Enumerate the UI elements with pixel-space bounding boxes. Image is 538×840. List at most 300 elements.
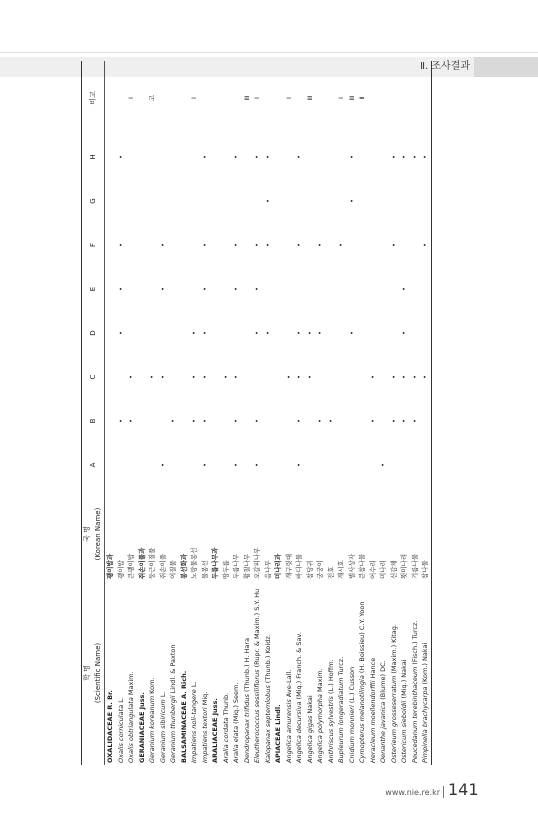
table-row — [315, 61, 326, 765]
scientific-name-cell — [179, 581, 190, 765]
occurrence-mark — [357, 443, 368, 487]
occurrence-mark: • — [400, 155, 408, 159]
author-citation: (Thunb.) Koidz. — [263, 634, 272, 684]
occurrence-mark: • — [263, 155, 272, 159]
occurrence-mark: • — [232, 243, 240, 247]
table-row — [221, 61, 232, 765]
occurrence-mark — [273, 267, 284, 311]
occurrence-mark: • — [420, 355, 431, 399]
occurrence-mark — [284, 399, 295, 443]
scientific-name: Anthriscus sylvestris — [326, 696, 335, 763]
occurrence-mark: • — [158, 375, 167, 379]
occurrence-mark — [336, 135, 347, 179]
occurrence-mark — [347, 355, 358, 399]
occurrence-mark: • — [295, 463, 303, 467]
header-col-f: F — [82, 223, 105, 267]
scientific-name-cell — [105, 581, 116, 765]
scientific-name-cell — [305, 581, 316, 765]
korean-name: 묏미나리 — [400, 553, 408, 579]
occurrence-mark — [179, 443, 190, 487]
occurrence-mark: • — [305, 331, 314, 335]
occurrence-mark — [378, 179, 389, 223]
occurrence-mark: • — [200, 243, 209, 247]
occurrence-mark — [242, 135, 253, 179]
occurrence-mark — [168, 135, 179, 179]
occurrence-mark: • — [368, 419, 377, 423]
occurrence-mark — [252, 179, 263, 223]
occurrence-mark — [242, 179, 253, 223]
scientific-name: Angelica decursiva — [295, 701, 303, 763]
note-cell — [137, 61, 148, 135]
korean-name: 어수리 — [368, 560, 377, 579]
occurrence-mark — [189, 267, 200, 311]
scientific-name: Impatiens noli-tangere — [190, 689, 198, 763]
occurrence-mark: • — [410, 419, 419, 423]
table-row — [368, 61, 379, 765]
scientific-name-cell — [357, 581, 368, 765]
scientific-name: Aralia elata — [232, 725, 240, 763]
table-row — [410, 61, 421, 765]
occurrence-mark — [326, 223, 337, 267]
occurrence-mark — [273, 135, 284, 179]
scientific-name: Bupleurum longeradiatum — [337, 677, 345, 763]
note-cell: Ⅲ — [242, 95, 251, 101]
occurrence-mark — [305, 443, 316, 487]
occurrence-mark: • — [158, 243, 167, 247]
occurrence-mark: • — [116, 155, 125, 159]
note-cell — [294, 61, 305, 135]
scientific-name-cell — [389, 581, 400, 765]
author-citation: (Kom.) Nakai — [421, 642, 429, 685]
occurrence-mark — [189, 135, 200, 179]
occurrence-mark: • — [116, 331, 125, 335]
occurrence-mark — [273, 223, 284, 267]
occurrence-mark — [189, 443, 200, 487]
occurrence-mark: • — [400, 419, 408, 423]
occurrence-mark — [137, 399, 148, 443]
author-citation: (H. Boissieu) C.Y. Yoon — [358, 601, 366, 674]
occurrence-mark: • — [190, 331, 198, 335]
table-body — [105, 61, 432, 765]
korean-name: 봉선화과 — [179, 553, 188, 579]
occurrence-mark: • — [337, 243, 345, 247]
header-col-c: C — [82, 355, 105, 399]
header-kor-ko: 국 명 — [83, 526, 91, 542]
note-cell: Ⅰ — [190, 97, 198, 99]
author-citation: (Fisch.) Turcz. — [410, 620, 419, 665]
author-citation: Turcz. — [337, 656, 345, 676]
occurrence-mark — [189, 179, 200, 223]
occurrence-mark — [399, 223, 410, 267]
chapter-title: Ⅱ. 조사결과 — [420, 61, 470, 72]
scientific-name-cell — [158, 581, 169, 765]
korean-name: 음나무 — [263, 560, 272, 579]
korean-name: 기름나물 — [410, 553, 419, 579]
scientific-name-cell — [326, 581, 337, 765]
korean-name: 두릅나무 — [232, 553, 240, 579]
korean-name: 노랑물봉선 — [190, 547, 198, 579]
occurrence-mark: • — [295, 331, 303, 335]
occurrence-mark — [210, 443, 221, 487]
occurrence-mark — [284, 267, 295, 311]
occurrence-mark — [347, 223, 358, 267]
note-cell — [105, 61, 116, 135]
note-cell — [326, 61, 337, 135]
scientific-name-cell — [200, 581, 211, 765]
korean-name: 둥근이질풀 — [148, 547, 156, 579]
scientific-name-cell — [347, 581, 358, 765]
scientific-name: Angelica amurensis — [284, 699, 293, 763]
occurrence-mark — [294, 179, 305, 223]
occurrence-mark — [336, 179, 347, 223]
occurrence-mark — [263, 399, 274, 443]
occurrence-mark: • — [316, 419, 324, 423]
note-cell — [389, 61, 400, 135]
occurrence-mark — [221, 311, 232, 355]
occurrence-mark — [116, 355, 127, 399]
scientific-name-cell — [368, 581, 379, 765]
occurrence-mark — [147, 399, 158, 443]
table-row — [126, 61, 137, 765]
occurrence-mark — [105, 135, 116, 179]
occurrence-mark — [210, 223, 221, 267]
korean-name: 벌사상자 — [347, 553, 356, 579]
occurrence-mark — [137, 311, 148, 355]
note-cell — [399, 61, 410, 135]
header-note: 비고 — [82, 61, 105, 135]
scientific-name: Ostericum sieboldii — [400, 700, 408, 763]
table-row — [284, 61, 295, 765]
occurrence-mark — [357, 355, 368, 399]
occurrence-mark: • — [347, 199, 356, 203]
occurrence-mark — [147, 443, 158, 487]
scientific-name: Heracleum moellendorffii — [368, 680, 377, 763]
occurrence-mark: • — [127, 419, 135, 423]
korean-name: 미나리과 — [274, 553, 282, 579]
occurrence-mark: • — [232, 287, 240, 291]
occurrence-mark — [242, 223, 253, 267]
occurrence-mark: • — [148, 375, 156, 379]
scientific-name: GERANIACEAE Juss. — [137, 692, 146, 763]
occurrence-mark: • — [253, 331, 261, 335]
header-sci-ko: 학 명 — [83, 665, 91, 681]
occurrence-mark — [357, 311, 368, 355]
occurrence-mark — [105, 267, 116, 311]
occurrence-mark — [326, 135, 337, 179]
occurrence-mark — [410, 267, 421, 311]
header-divider — [0, 52, 538, 53]
occurrence-mark: • — [400, 375, 408, 379]
occurrence-mark: • — [284, 375, 293, 379]
occurrence-mark — [378, 399, 389, 443]
occurrence-mark — [410, 311, 421, 355]
scientific-name-cell — [273, 581, 284, 765]
occurrence-mark — [126, 311, 137, 355]
korean-name: 큰괭이밥 — [127, 553, 135, 579]
occurrence-mark: • — [420, 223, 431, 267]
table-row — [252, 61, 263, 765]
scientific-name-cell — [231, 581, 242, 765]
occurrence-mark — [284, 443, 295, 487]
occurrence-mark — [399, 443, 410, 487]
header-kor-en: (Korean Name) — [94, 507, 102, 561]
occurrence-mark — [252, 355, 263, 399]
occurrence-mark — [357, 223, 368, 267]
occurrence-mark — [179, 311, 190, 355]
occurrence-mark — [273, 311, 284, 355]
occurrence-mark — [200, 179, 211, 223]
korean-name: 두릅나무과 — [211, 547, 219, 579]
occurrence-mark — [336, 267, 347, 311]
occurrence-mark — [347, 443, 358, 487]
scientific-name: BALSAMINACEAE A. Rich. — [179, 670, 188, 763]
occurrence-mark — [147, 223, 158, 267]
scientific-name-cell — [378, 581, 389, 765]
occurrence-mark: • — [221, 375, 230, 379]
occurrence-mark — [410, 443, 421, 487]
occurrence-mark — [273, 399, 284, 443]
table-row — [420, 61, 431, 765]
occurrence-mark: • — [116, 243, 125, 247]
occurrence-mark: • — [169, 419, 177, 423]
occurrence-mark — [336, 399, 347, 443]
occurrence-mark — [168, 355, 179, 399]
occurrence-mark — [305, 267, 316, 311]
occurrence-mark: • — [200, 331, 209, 335]
family-row — [273, 61, 284, 765]
author-citation: (Rupr. & Maxim.) S.Y. Hu — [253, 588, 261, 668]
scientific-name: Angelica gigas — [305, 715, 314, 763]
occurrence-mark — [137, 443, 148, 487]
table-row — [189, 61, 200, 765]
table-row — [158, 61, 169, 765]
header-sci-en: (Scientific Name) — [94, 642, 102, 704]
occurrence-mark — [231, 311, 242, 355]
occurrence-mark — [179, 267, 190, 311]
occurrence-mark: • — [253, 463, 261, 467]
occurrence-mark: • — [295, 243, 303, 247]
family-row — [105, 61, 116, 765]
occurrence-mark — [242, 443, 253, 487]
occurrence-mark — [284, 223, 295, 267]
scientific-name: Oxalis obtriangulata — [127, 697, 135, 763]
occurrence-mark — [168, 443, 179, 487]
occurrence-mark — [105, 399, 116, 443]
occurrence-mark — [420, 399, 431, 443]
occurrence-mark — [315, 267, 326, 311]
scientific-name-cell — [137, 581, 148, 765]
occurrence-mark: • — [389, 243, 398, 247]
occurrence-mark: • — [200, 419, 209, 423]
occurrence-mark: • — [116, 287, 125, 291]
occurrence-mark — [378, 135, 389, 179]
korean-name: 이질풀 — [169, 560, 177, 579]
table-row — [294, 61, 305, 765]
occurrence-mark — [315, 355, 326, 399]
author-citation: (Miq.) Franch. & Sav. — [295, 632, 303, 700]
korean-name: 참나물 — [420, 487, 431, 581]
occurrence-mark — [336, 355, 347, 399]
occurrence-mark — [126, 267, 137, 311]
occurrence-mark — [368, 135, 379, 179]
occurrence-mark: • — [200, 463, 209, 467]
scientific-name: Angelica polymorpha — [316, 694, 324, 763]
scientific-name-cell — [263, 581, 274, 765]
occurrence-mark: • — [253, 155, 261, 159]
occurrence-mark — [168, 267, 179, 311]
rotated-table-container — [81, 91, 441, 765]
author-citation: (Blume) DC. — [379, 660, 387, 700]
occurrence-mark — [158, 179, 169, 223]
occurrence-mark — [326, 355, 337, 399]
occurrence-mark — [105, 355, 116, 399]
footer-separator — [443, 786, 444, 798]
korean-name: 개구릿대 — [284, 553, 293, 579]
korean-name: 괭이밥 — [116, 560, 125, 579]
header-col-h: H — [82, 135, 105, 179]
note-cell: 고 — [148, 94, 156, 102]
scientific-name: Geranium koreanum — [148, 695, 156, 763]
table-row — [305, 61, 316, 765]
species-table-region — [81, 91, 441, 765]
korean-name: 황칠나무 — [242, 553, 251, 579]
korean-name: 미나리 — [379, 560, 387, 579]
author-citation: L. — [190, 681, 198, 688]
occurrence-mark — [105, 311, 116, 355]
scientific-name: APIACEAE Lindl. — [274, 704, 282, 763]
table-row — [347, 61, 358, 765]
occurrence-mark — [242, 311, 253, 355]
occurrence-mark: • — [253, 243, 261, 247]
occurrence-mark: • — [232, 375, 240, 379]
occurrence-mark — [158, 399, 169, 443]
occurrence-mark — [305, 223, 316, 267]
note-cell: Ⅲ — [347, 95, 356, 101]
occurrence-mark — [116, 179, 127, 223]
occurrence-mark — [389, 443, 400, 487]
occurrence-mark — [389, 267, 400, 311]
occurrence-mark — [368, 223, 379, 267]
occurrence-mark — [210, 267, 221, 311]
author-citation: Hance — [368, 657, 377, 679]
note-cell: Ⅰ — [284, 97, 293, 99]
note-cell — [200, 61, 211, 135]
note-cell — [273, 61, 284, 135]
note-cell — [378, 61, 389, 135]
occurrence-mark — [221, 135, 232, 179]
occurrence-mark — [305, 179, 316, 223]
occurrence-mark — [410, 179, 421, 223]
occurrence-mark — [221, 443, 232, 487]
occurrence-mark — [126, 179, 137, 223]
occurrence-mark — [420, 267, 431, 311]
note-cell — [368, 61, 379, 135]
occurrence-mark — [210, 179, 221, 223]
scientific-name: Geranium sibiricum — [158, 699, 167, 763]
occurrence-mark: • — [295, 375, 303, 379]
scientific-name: Osterieum grosseserratum — [389, 675, 398, 763]
note-cell — [263, 61, 274, 135]
family-row — [210, 61, 221, 765]
occurrence-mark — [210, 135, 221, 179]
scientific-name-cell — [221, 581, 232, 765]
korean-name: 개시호 — [337, 560, 345, 579]
occurrence-mark — [368, 311, 379, 355]
occurrence-mark: • — [253, 287, 261, 291]
scientific-name: Dendropanax trifidus — [242, 694, 251, 763]
occurrence-mark — [147, 135, 158, 179]
occurrence-mark — [147, 179, 158, 223]
note-cell: Ⅰ — [253, 97, 261, 99]
occurrence-mark — [420, 179, 431, 223]
occurrence-mark — [210, 399, 221, 443]
scientific-name: Geranium thunbergii — [169, 695, 177, 763]
scientific-name-cell — [126, 581, 137, 765]
occurrence-mark — [221, 179, 232, 223]
table-row — [378, 61, 389, 765]
scientific-name: Pimpinella brachycarpa — [421, 686, 429, 763]
occurrence-mark: • — [200, 155, 209, 159]
occurrence-mark — [179, 355, 190, 399]
note-cell — [116, 61, 127, 135]
scientific-name-cell — [410, 581, 421, 765]
korean-name: 참당귀 — [305, 560, 314, 579]
table-row — [242, 61, 253, 765]
author-citation: L. — [116, 697, 125, 703]
occurrence-mark — [357, 399, 368, 443]
occurrence-mark — [126, 135, 137, 179]
footer-url: www.nie.re.kr — [385, 788, 440, 797]
occurrence-mark: • — [263, 243, 272, 247]
occurrence-mark — [347, 399, 358, 443]
scientific-name: Aralia cordata — [221, 717, 230, 763]
occurrence-mark — [137, 135, 148, 179]
occurrence-mark: • — [190, 419, 198, 423]
occurrence-mark — [242, 399, 253, 443]
occurrence-mark — [273, 443, 284, 487]
occurrence-mark: • — [389, 155, 398, 159]
header-col-d: D — [82, 311, 105, 355]
occurrence-mark — [368, 267, 379, 311]
scientific-name: Impatiens textori — [200, 707, 209, 763]
scientific-name-cell — [420, 581, 431, 765]
korean-name: 물봉선 — [200, 560, 209, 579]
occurrence-mark — [105, 443, 116, 487]
occurrence-mark — [326, 443, 337, 487]
scientific-name: ARALIACEAE Juss. — [211, 698, 219, 763]
author-citation: Thunb. — [221, 692, 230, 716]
note-cell: Ⅲ — [305, 95, 314, 101]
author-citation: Maxim. — [127, 671, 135, 696]
korean-name: 전호 — [326, 566, 335, 579]
occurrence-mark — [105, 223, 116, 267]
note-cell: Ⅰ — [127, 97, 135, 99]
occurrence-mark: • — [316, 243, 324, 247]
occurrence-mark — [326, 267, 337, 311]
occurrence-mark — [168, 223, 179, 267]
header-accent-block — [474, 57, 538, 77]
note-cell — [410, 61, 421, 135]
scientific-name: Oxalis corniculata — [116, 704, 125, 763]
scientific-name-cell — [315, 581, 326, 765]
occurrence-mark: • — [295, 155, 303, 159]
scientific-name-cell — [210, 581, 221, 765]
occurrence-mark — [179, 399, 190, 443]
occurrence-mark: • — [263, 199, 272, 203]
occurrence-mark — [326, 311, 337, 355]
occurrence-mark — [221, 223, 232, 267]
occurrence-mark — [305, 135, 316, 179]
